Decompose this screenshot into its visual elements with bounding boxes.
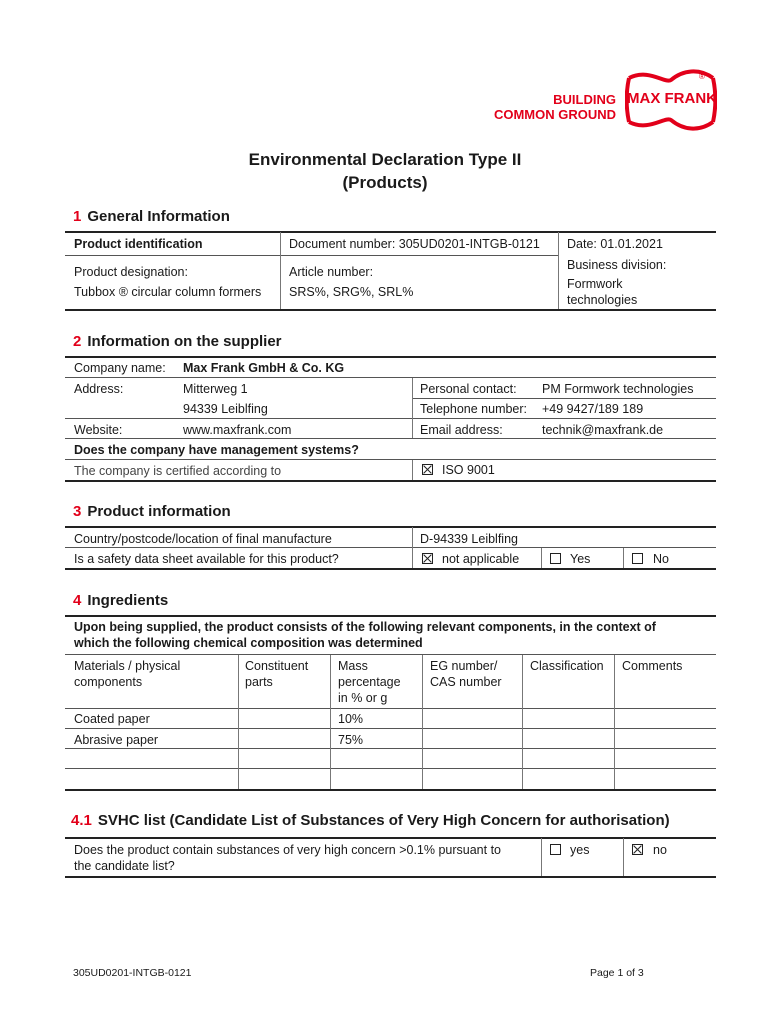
section-4-1-heading: [71, 812, 670, 829]
iso-checkbox[interactable]: [422, 464, 433, 475]
document-title: [0, 148, 770, 194]
header-eg-line2: CAS number: [430, 675, 502, 689]
safety-data-sheet-question: Is a safety data sheet available for this product?: [74, 552, 339, 566]
company-name-value: Max Frank GmbH & Co. KG: [183, 361, 345, 375]
website-link[interactable]: www.maxfrank.com: [183, 423, 292, 437]
article-number-label: Article number:: [289, 265, 374, 279]
section-2-title: Information on the supplier: [87, 333, 282, 350]
title-line1: Environmental Declaration Type II: [248, 150, 522, 169]
divider: [65, 480, 716, 482]
product-designation-label: Product designation:: [74, 265, 188, 279]
section-4-number: 4: [73, 592, 82, 609]
brand-name: MAX FRANK: [627, 90, 717, 107]
row2-material: Abrasive paper: [74, 733, 159, 747]
header-constituent-line2: parts: [245, 675, 273, 689]
slogan-line2: COMMON GROUND: [493, 107, 616, 122]
not-applicable-checkbox[interactable]: [422, 553, 433, 564]
sds-no-label: No: [653, 552, 669, 566]
divider: [614, 655, 615, 789]
divider: [65, 459, 716, 460]
row2-mass: 75%: [338, 733, 364, 747]
divider: [65, 547, 716, 548]
row1-material: Coated paper: [74, 712, 150, 726]
date: Date: 01.01.2021: [567, 237, 663, 251]
divider: [65, 789, 716, 791]
certified-label: The company is certified according to: [74, 464, 282, 478]
section-1-heading: [73, 208, 230, 225]
divider: [65, 526, 716, 528]
divider: [412, 398, 716, 399]
divider: [412, 527, 413, 568]
telephone-value: +49 9427/189 189: [542, 402, 644, 416]
section-2-heading: [73, 333, 282, 350]
divider: [65, 418, 716, 419]
divider: [412, 378, 413, 438]
manufacture-location-label: Country/postcode/location of final manufacture: [74, 532, 332, 546]
company-name-label: Company name:: [74, 361, 166, 375]
divider: [65, 231, 716, 233]
personal-contact-value: PM Formwork technologies: [542, 382, 694, 396]
business-division-value-2: technologies: [567, 293, 638, 307]
section-3-number: 3: [73, 503, 82, 520]
divider: [280, 232, 281, 309]
divider: [558, 232, 559, 309]
divider: [65, 708, 716, 709]
divider: [65, 356, 716, 358]
divider: [541, 548, 542, 568]
manufacture-location-value: D-94339 Leiblfing: [420, 532, 518, 546]
divider: [238, 655, 239, 789]
header-constituent-line1: Constituent: [245, 659, 309, 673]
divider: [422, 655, 423, 789]
sds-yes-checkbox[interactable]: [550, 553, 561, 564]
divider: [65, 438, 716, 439]
header-mass-line2: percentage: [338, 675, 401, 689]
section-3-title: Product information: [87, 503, 231, 520]
sds-no-checkbox[interactable]: [632, 553, 643, 564]
svhc-question-line1: Does the product contain substances of very high concern >0.1% pursuant to: [74, 843, 501, 857]
website-label: Website:: [74, 423, 123, 437]
divider: [65, 568, 716, 570]
section-4-1-number: 4.1: [71, 812, 92, 829]
header-eg-line1: EG number/: [430, 659, 498, 673]
header-classification: Classification: [530, 659, 604, 673]
ingredients-intro-line1: Upon being supplied, the product consists of the following relevant components, in the context of: [74, 620, 656, 634]
divider: [65, 768, 716, 769]
divider: [330, 655, 331, 789]
telephone-label: Telephone number:: [420, 402, 528, 416]
divider: [65, 876, 716, 878]
divider: [65, 837, 716, 839]
sds-yes-label: Yes: [570, 552, 591, 566]
svhc-no-label: no: [653, 843, 667, 857]
section-2-number: 2: [73, 333, 82, 350]
svhc-yes-label: yes: [570, 843, 590, 857]
email-link[interactable]: technik@maxfrank.de: [542, 423, 664, 437]
address-label: Address:: [74, 382, 124, 396]
product-designation-value: Tubbox ® circular column formers: [74, 285, 262, 299]
management-systems-question: Does the company have management systems?: [74, 443, 359, 457]
divider: [541, 838, 542, 876]
divider: [65, 654, 716, 655]
row1-mass: 10%: [338, 712, 364, 726]
logo-slogan: [470, 92, 616, 122]
svhc-no-checkbox[interactable]: [632, 844, 643, 855]
divider: [623, 838, 624, 876]
iso-value: ISO 9001: [442, 463, 495, 477]
footer-page-number: Page 1 of 3: [590, 967, 644, 979]
section-1-number: 1: [73, 208, 82, 225]
product-identification-label: Product identification: [74, 237, 203, 251]
svhc-yes-checkbox[interactable]: [550, 844, 561, 855]
email-label: Email address:: [420, 423, 503, 437]
divider: [65, 748, 716, 749]
divider: [623, 548, 624, 568]
ingredients-intro-line2: which the following chemical composition was determined: [74, 636, 423, 650]
address-line1: Mitterweg 1: [183, 382, 248, 396]
divider: [65, 728, 716, 729]
section-4-1-title: SVHC list (Candidate List of Substances of Very High Concern for authorisation): [97, 812, 670, 829]
document-number: Document number: 305UD0201-INTGB-0121: [289, 237, 540, 251]
footer-doc-id: 305UD0201-INTGB-0121: [73, 967, 192, 979]
business-division-value-1: Formwork: [567, 277, 623, 291]
registered-mark: ®: [699, 72, 705, 81]
header-mass-line1: Mass: [338, 659, 368, 673]
header-materials-line1: Materials / physical: [74, 659, 181, 673]
svhc-question-line2: the candidate list?: [74, 859, 175, 873]
article-number-value: SRS%, SRG%, SRL%: [289, 285, 414, 299]
header-materials-line2: components: [74, 675, 143, 689]
divider: [65, 377, 716, 378]
section-1-title: General Information: [87, 208, 230, 225]
section-4-heading: [73, 592, 168, 609]
header-mass-line3: in % or g: [338, 691, 388, 705]
divider: [522, 655, 523, 789]
title-line2: (Products): [342, 173, 428, 192]
business-division-label: Business division:: [567, 258, 667, 272]
section-3-heading: [73, 503, 231, 520]
address-line2: 94339 Leiblfing: [183, 402, 268, 416]
slogan-line1: BUILDING: [553, 92, 616, 107]
header-comments: Comments: [622, 659, 683, 673]
divider: [65, 309, 716, 311]
divider: [65, 255, 558, 256]
not-applicable-label: not applicable: [442, 552, 520, 566]
divider: [412, 460, 413, 480]
personal-contact-label: Personal contact:: [420, 382, 517, 396]
section-4-title: Ingredients: [87, 592, 169, 609]
divider: [65, 615, 716, 617]
